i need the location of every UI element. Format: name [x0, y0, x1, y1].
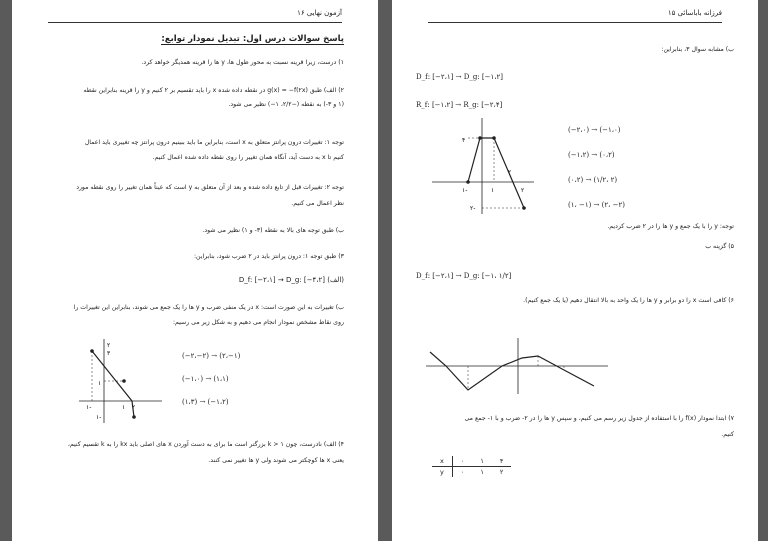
text-line: ۳) طبق توجه ۱: درون پرانتز باید در ۲ ضرب شود، بنابراین: — [193, 253, 344, 260]
left-page — [12, 0, 378, 541]
text-line: ۵) گزینه ب — [705, 243, 734, 250]
graph-label: ۲ — [132, 404, 136, 411]
graph-label: ۱ — [122, 404, 126, 411]
text-line: کنیم. — [721, 431, 734, 438]
xy-table — [432, 456, 511, 477]
point-mapping: (−۲،۰) → (−۱،۰) — [568, 126, 621, 134]
graph-label: ۲ — [508, 169, 512, 176]
text-line: توجه ۱: تغییرات درون پرانتز متعلق به x است، بنابراین ما باید ببینیم درون پرانتز چه تغییری باید اعمال — [84, 139, 344, 146]
transformed-graph — [74, 335, 164, 425]
point-mapping: (۱، −۱) → (۲، −۲) — [568, 201, 625, 209]
table-header-y: y — [432, 467, 452, 478]
text-line: نظر اعمال می کنیم. — [291, 200, 344, 207]
right-page — [392, 0, 758, 541]
table-cell: ۱ — [480, 468, 484, 476]
point-mapping: (−۱،۰) → (۱،۱) — [182, 375, 229, 383]
graph-label: ۳ — [107, 350, 111, 357]
graph-label: ۲ — [107, 342, 111, 349]
table-cell: ۱ — [472, 456, 492, 467]
text-line: یعنی x ها کوچکتر می شوند ولی y ها تغییر نمی کنند. — [208, 457, 344, 464]
text-line: توجه: y را با یک جمع و y ها را در ۲ ضرب کردیم. — [607, 223, 734, 230]
header-text: ۱۶ آزمون نهایی — [297, 9, 342, 17]
shifted-graph — [422, 334, 612, 398]
text-line: ۷) ابتدا نمودار f(x) را با استفاده از جدول زیر رسم می کنیم، و سپس y ها را در ۲- ضرب و با ۱- جمع می — [464, 415, 734, 422]
table-cell: ۲ — [499, 468, 504, 476]
graph-label: ۱ — [98, 380, 102, 387]
section-title: پاسخ سوالات درس اول: تبدیل نمودار توابع: — [161, 34, 344, 44]
text-line: ب) تغییرات به این صورت است: x در یک منفی ضرب و y ها را یک جمع می شوند، بنابراین این تغییرات را — [73, 304, 344, 311]
graph-label: ۱ — [491, 187, 495, 194]
text-line: ب) مشابه سوال ۳، بنابراین: — [661, 46, 734, 53]
text-line: ۴) الف) نادرست، چون k > ۱ بزرگتر است ما برای به دست آوردن x های اصلی باید kx را به k تقسیم کنیم، — [67, 441, 344, 448]
header-text: ۱۵ فرزانه باباسائی — [667, 9, 722, 17]
text-line: توجه ۲: تغییرات قبل از تابع داده شده و بعد از آن متعلق به y است که عیناً همان تغییر را روی نقطه مورد — [76, 184, 344, 191]
text-line: (۱ و ۳-) به نقطه (−۲/۲، ۱−) نظیر می شود. — [228, 101, 344, 108]
graph-label: ۲ — [521, 187, 525, 194]
text-line: ب) طبق توجه های بالا به نقطه (۳- و ۱) نظیر می شود. — [202, 227, 344, 234]
table-header-x: x — [432, 456, 452, 467]
graph-label: ۱- — [462, 187, 468, 194]
text-line: ۲) الف) طبق g(x) = −f(۲x) در نقطه داده شده x را باید تقسیم بر ۲ کنیم و y را قرینه بنابراین نقطه — [83, 87, 344, 94]
formula-line: D_f: [−۲،۱] → D_g: [−۱، ۱/۲] — [416, 272, 512, 280]
text-line: ۱) درست، زیرا قرینه نسبت به محور طول ها، y ها را قرینه همدیگر خواهد کرد. — [141, 59, 344, 66]
point-mapping: (۰،۲) → (۱/۲، ۲) — [568, 176, 618, 184]
graph-label: ۴ — [462, 137, 466, 144]
point-mapping: (۱،۳) → (−۱،۲) — [182, 398, 229, 406]
formula-line: (الف) D_f: [−۲،۱] → D_g: [−۴،۲] — [238, 276, 344, 284]
text-line: روی نقاط مشخص نمودار انجام می دهیم و به شکل زیر می رسیم: — [172, 319, 344, 326]
graph-label: ۱- — [86, 404, 92, 411]
transformed-graph — [428, 114, 538, 218]
graph-label: ۲- — [470, 205, 476, 212]
graph-label: ۱- — [96, 414, 102, 421]
formula-line: R_f: [−۱،۲] → R_g: [−۲،۴] — [416, 101, 503, 109]
table-cell: ۰ — [452, 456, 472, 467]
formula-line: D_f: [−۲،۱] → D_g: [−۱،۲] — [416, 73, 503, 81]
page-header — [428, 8, 722, 23]
point-mapping: (−۲،−۲) → (۲،−۱) — [182, 352, 241, 360]
text-line: کنیم تا x به دست آید، آنگاه همان تغییر را روی نقطه داده شده اعمال کنیم. — [152, 154, 344, 161]
table-cell: ۰ — [460, 468, 465, 476]
page-header — [48, 8, 342, 23]
point-mapping: (−۱،۲) → (۰،۲) — [568, 151, 615, 159]
text-line: ۶) کافی است x را دو برابر و y ها را یک واحد به بالا انتقال دهیم (یا یک جمع کنیم). — [523, 297, 734, 304]
table-cell: ۴ — [492, 456, 512, 467]
